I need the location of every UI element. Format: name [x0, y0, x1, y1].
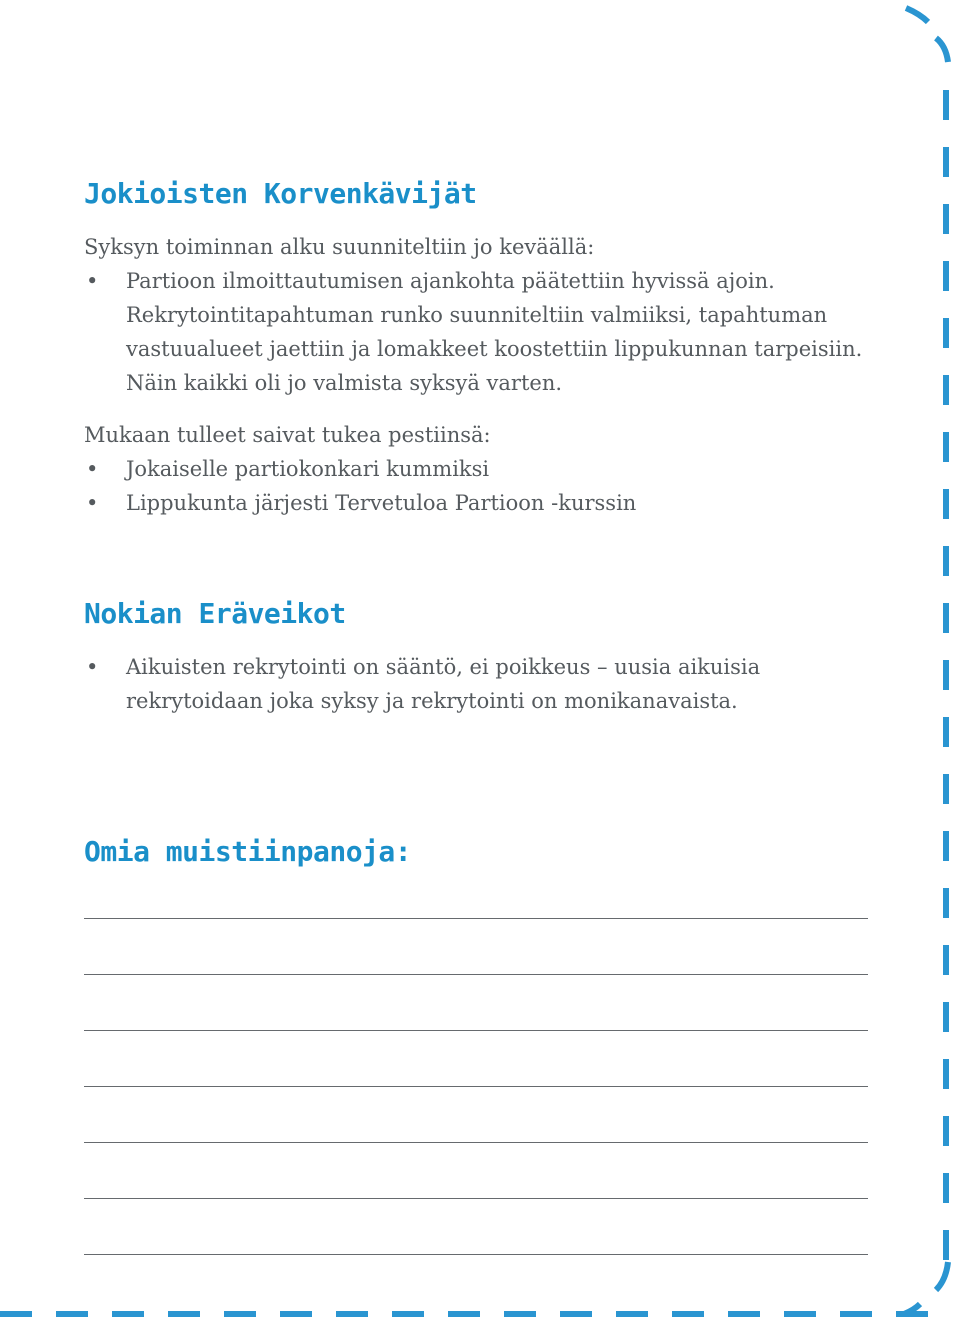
- bullet-list: [84, 264, 868, 400]
- note-line: [84, 918, 868, 919]
- section-intro-support: Mukaan tulleet saivat tukea pestiinsä:: [84, 423, 491, 447]
- spacer: [84, 400, 868, 418]
- border-corner-bottom-right: [936, 1262, 948, 1290]
- bullet-list-support: [84, 452, 868, 520]
- section-title-nokian: Nokian Eräveikot: [84, 597, 346, 630]
- note-line: [84, 1142, 868, 1143]
- note-line: [84, 1254, 868, 1255]
- note-line: [84, 1030, 868, 1031]
- list-item: • Partioon ilmoittautumisen ajankohta päätettiin hyvissä ajoin. Rekrytointitapahtuman runko suunniteltiin valmiiksi, tapahtuman vastuualueet jaettiin ja lomakkeet koostettiin lippukunnan tarpeisiin. Näin kaikki oli jo valmista syksyä varten.: [84, 264, 868, 400]
- page-content: [84, 168, 868, 1255]
- note-line: [84, 974, 868, 975]
- border-corner-top-right-2: [936, 38, 948, 62]
- bullet-list-nokian: [84, 650, 868, 718]
- notes-lines: [84, 918, 868, 1255]
- notes-title: Omia muistiinpanoja:: [84, 835, 412, 868]
- section-title-jokioisten: Jokioisten Korvenkävijät: [84, 177, 477, 210]
- section-intro: Syksyn toiminnan alku suunniteltiin jo keväällä:: [84, 235, 595, 259]
- note-line: [84, 1198, 868, 1199]
- list-item: • Aikuisten rekrytointi on sääntö, ei poikkeus – uusia aikuisia rekrytoidaan joka syksy ja rekrytointi on monikanavaista.: [84, 650, 868, 718]
- list-item: • Jokaiselle partiokonkari kummiksi: [84, 452, 868, 486]
- list-item: • Lippukunta järjesti Tervetuloa Partioon -kurssin: [84, 486, 868, 520]
- note-line: [84, 1086, 868, 1087]
- border-corner-top-right: [906, 8, 928, 22]
